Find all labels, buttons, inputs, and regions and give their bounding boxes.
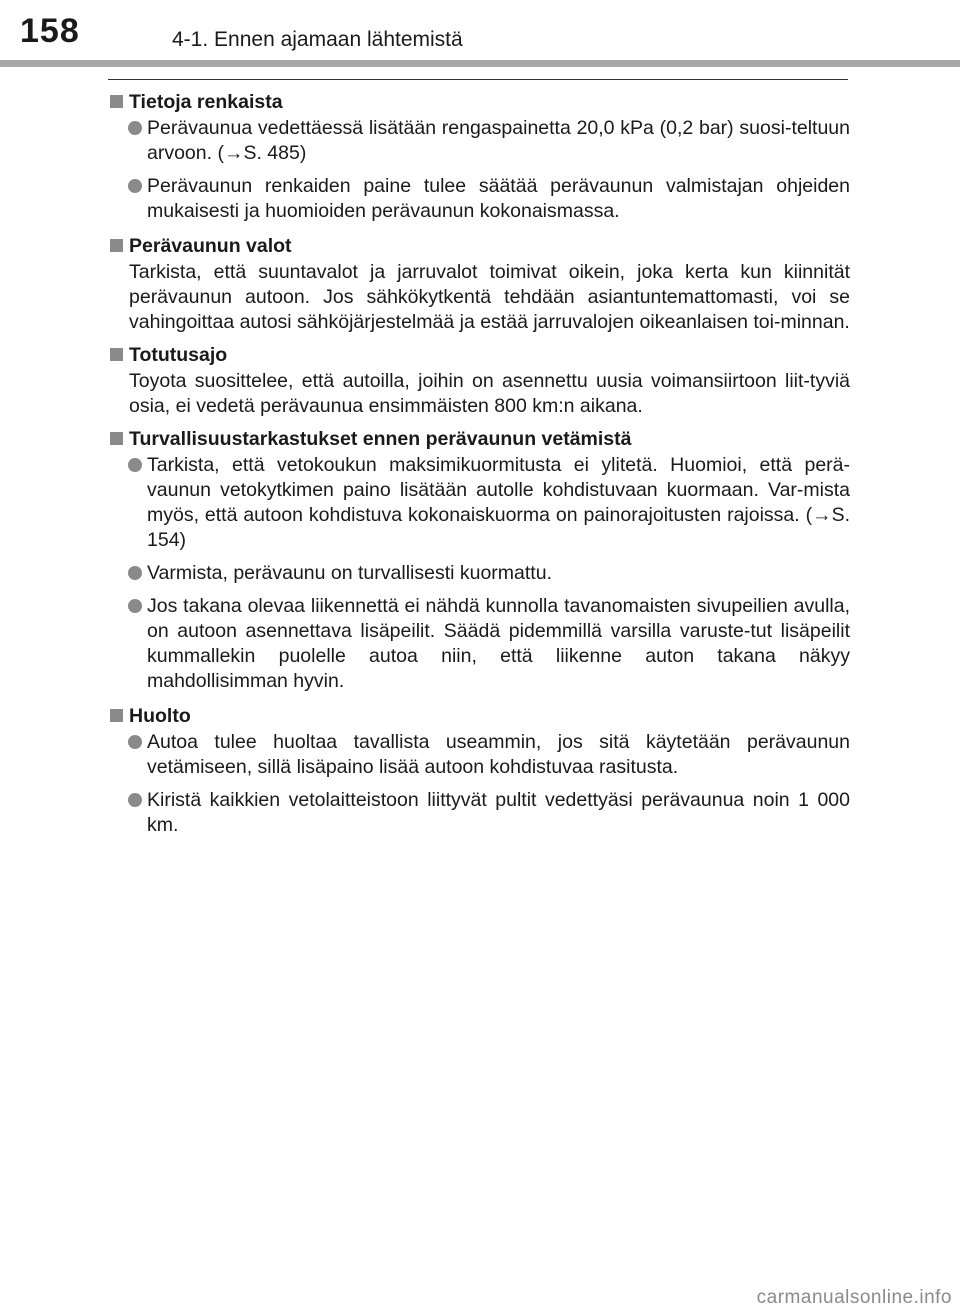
bullet-text: Tarkista, että vetokoukun maksimikuormitusta ei ylitetä. Huomioi, että perä-vaunun vetokytkimen paino lisätään autolle kohdistuvaan kuormaan. Var-mista myös, että autoon kohdistuva kokonaiskuorma on painorajoitusten rajoissa. (→S. 154) (147, 454, 850, 551)
bullet-text: Kiristä kaikkien vetolaitteistoon liittyvät pultit vedettyäsi perävaunua noin 1 000 km. (147, 789, 850, 836)
section-heading (110, 702, 850, 728)
header-bar (0, 60, 960, 67)
section-safety-checks (110, 425, 850, 694)
circle-bullet-icon (128, 735, 142, 749)
heading-text: Turvallisuustarkastukset ennen perävaunun vetämistä (129, 428, 632, 450)
chapter-title: 4-1. Ennen ajamaan lähtemistä (172, 28, 463, 51)
square-bullet-icon (110, 432, 123, 445)
page-number: 158 (20, 12, 80, 50)
square-bullet-icon (110, 239, 123, 252)
watermark: carmanualsonline.info (756, 1287, 952, 1308)
heading-text: Perävaunun valot (129, 235, 292, 257)
bullet-text: Varmista, perävaunu on turvallisesti kuormattu. (147, 562, 552, 584)
bullet-text: Perävaunua vedettäessä lisätään rengaspainetta 20,0 kPa (0,2 bar) suosi-teltuun arvoon. (→S. 485) (147, 117, 850, 164)
bullet-item (110, 788, 850, 838)
bullet-item (110, 453, 850, 553)
bullet-item (110, 594, 850, 694)
circle-bullet-icon (128, 793, 142, 807)
square-bullet-icon (110, 95, 123, 108)
section-paragraph: Toyota suosittelee, että autoilla, joihin on asennettu uusia voimansiirtoon liit-tyviä osia, ei vedetä perävaunua ensimmäisten 800 km:n aikana. (129, 370, 850, 417)
bullet-item (110, 561, 850, 586)
bullet-item (110, 174, 850, 224)
bullet-text: Perävaunun renkaiden paine tulee säätää perävaunun valmistajan ohjeiden mukaisesti ja huomioiden perävaunun kokonaismassa. (147, 175, 850, 222)
section-heading (110, 88, 850, 114)
section-heading (110, 425, 850, 451)
section-heading (110, 341, 850, 367)
circle-bullet-icon (128, 566, 142, 580)
section-tire-info (110, 88, 850, 224)
section-heading (110, 232, 850, 258)
section-maintenance (110, 702, 850, 838)
circle-bullet-icon (128, 458, 142, 472)
heading-text: Huolto (129, 705, 191, 727)
top-rule (108, 79, 848, 80)
square-bullet-icon (110, 709, 123, 722)
square-bullet-icon (110, 348, 123, 361)
bullet-item (110, 730, 850, 780)
circle-bullet-icon (128, 179, 142, 193)
section-break-in (110, 341, 850, 419)
heading-text: Tietoja renkaista (129, 91, 283, 113)
page-content (110, 88, 850, 846)
circle-bullet-icon (128, 599, 142, 613)
heading-text: Totutusajo (129, 344, 228, 366)
bullet-text: Autoa tulee huoltaa tavallista useammin, jos sitä käytetään perävaunun vetämiseen, sillä lisäpaino lisää autoon kohdistuvaa rasitusta. (147, 731, 850, 778)
bullet-item (110, 116, 850, 166)
bullet-text: Jos takana olevaa liikennettä ei nähdä kunnolla tavanomaisten sivupeilien avulla, on autoon asennettava lisäpeilit. Säädä pidemmillä varsilla varuste-tut lisäpeilit kummallekin puolelle autoa niin, että liikenne auton takana näkyy mahdollisimman hyvin. (147, 595, 850, 692)
section-paragraph: Tarkista, että suuntavalot ja jarruvalot toimivat oikein, joka kerta kun kiinnität perävaunun autoon. Jos sähkökytkentä tehdään asiantuntemattomasti, voi se vahingoittaa autosi sähköjärjestelmää ja estää jarruvalojen oikeanlaisen toi-minnan. (129, 261, 850, 333)
section-trailer-lights (110, 232, 850, 335)
circle-bullet-icon (128, 121, 142, 135)
